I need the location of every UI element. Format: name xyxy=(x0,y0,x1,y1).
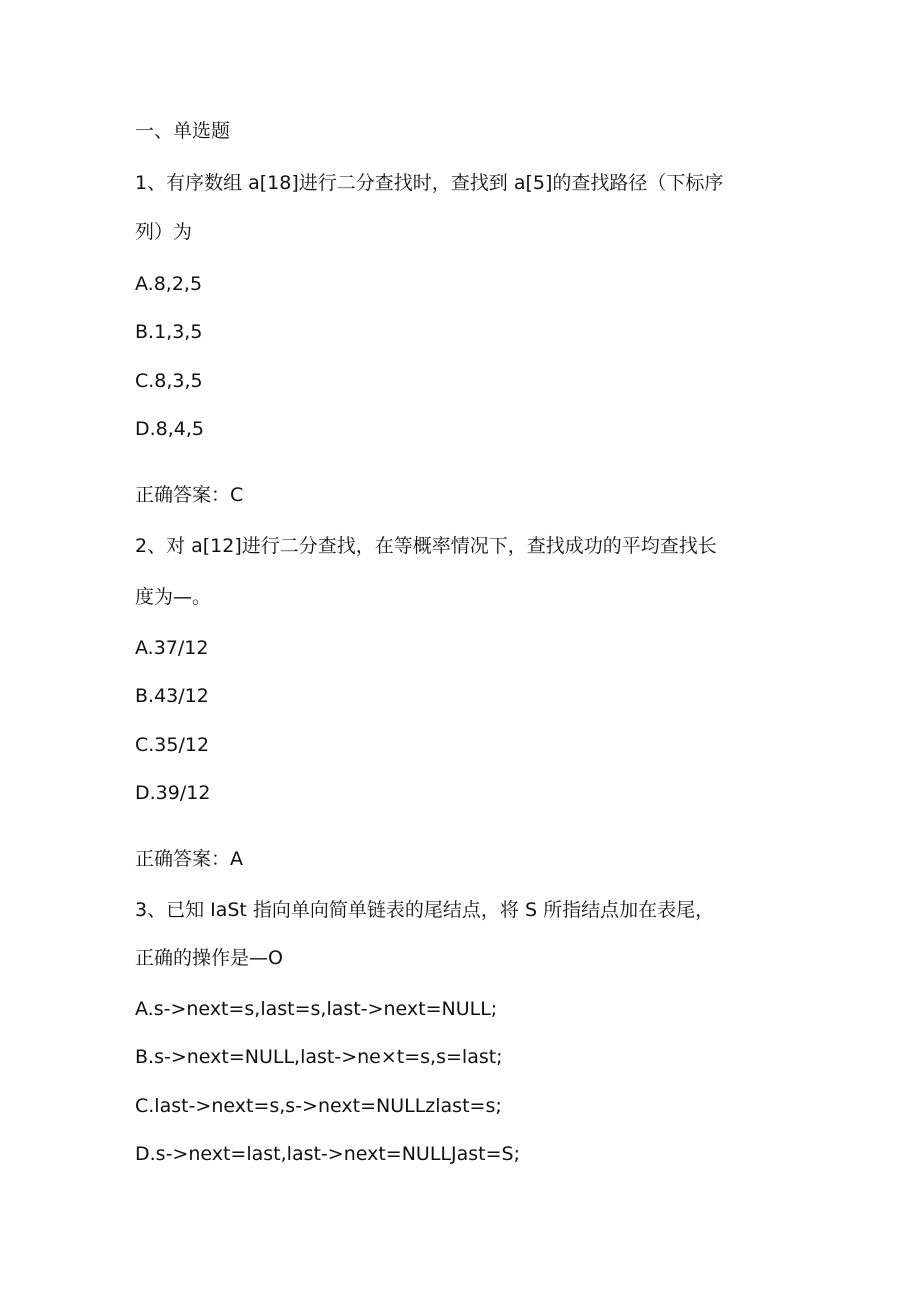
question-3-text-line-2: 正确的操作是—O xyxy=(135,947,283,969)
question-1-option-c: C.8,3,5 xyxy=(135,370,203,392)
question-3-option-b: B.s->next=NULL,last->ne×t=s,s=last; xyxy=(135,1046,503,1068)
question-3-option-a: A.s->next=s,last=s,last->next=NULL; xyxy=(135,998,498,1020)
question-1-text-line-2: 列）为 xyxy=(135,221,193,243)
question-1-option-a: A.8,2,5 xyxy=(135,273,203,295)
question-3-option-d: D.s->next=last,last->next=NULLJast=S; xyxy=(135,1143,520,1165)
question-2-option-d: D.39/12 xyxy=(135,782,211,804)
question-2-option-a: A.37/12 xyxy=(135,637,209,659)
question-1-option-b: B.1,3,5 xyxy=(135,321,203,343)
question-1-answer: 正确答案：C xyxy=(135,484,244,506)
question-2-text-line-2: 度为—。 xyxy=(135,586,212,608)
question-3-text-line-1: 3、已知 IaSt 指向单向简单链表的尾结点，将 S 所指结点加在表尾， xyxy=(135,899,715,921)
question-2-text-line-1: 2、对 a[12]进行二分查找，在等概率情况下，查找成功的平均查找长 xyxy=(135,535,717,557)
question-1-option-d: D.8,4,5 xyxy=(135,418,205,440)
section-heading: 一、单选题 xyxy=(135,120,231,142)
question-3-option-c: C.last->next=s,s->next=NULLzlast=s; xyxy=(135,1095,502,1117)
question-1-text-line-1: 1、有序数组 a[18]进行二分查找时，查找到 a[5]的查找路径（下标序 xyxy=(135,172,724,194)
question-2-option-c: C.35/12 xyxy=(135,734,210,756)
question-2-option-b: B.43/12 xyxy=(135,685,209,707)
question-2-answer: 正确答案：A xyxy=(135,848,243,870)
